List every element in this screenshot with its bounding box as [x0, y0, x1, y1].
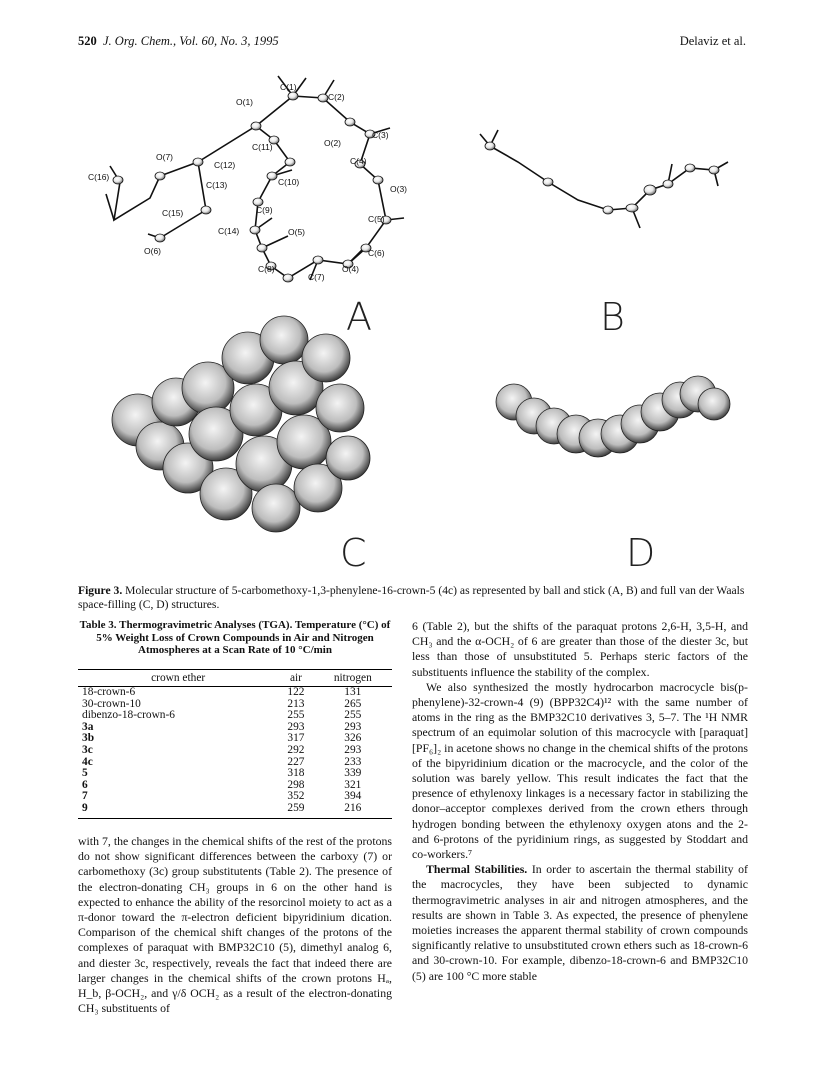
atom-label: O(7) — [156, 152, 173, 162]
table-cell-name: 4c — [82, 755, 93, 768]
table-row — [78, 745, 392, 757]
table-3 — [78, 669, 392, 819]
section-heading: Thermal Stabilities. — [426, 862, 528, 877]
table-cell-air: 227 — [287, 755, 305, 768]
table-cell-nitrogen: 131 — [344, 686, 362, 698]
atom-label: C(9) — [256, 205, 273, 215]
body-paragraph: We also synthesized the mostly hydrocarbon macrocycle bis(p-phenylene)-32-crown-4 (9) (BPP32C4)¹² with the same number of atoms in the ring as the BMP32C10 derivatives 3, 5–7. The ¹H NMR spectrum of an equimolar solution of this macrocycle with [paraquat] [PF₆]₂ in acetone shows no change in the chemical shifts of the protons of the bipyridinium dication or the macrocycle, and the color of the solution was barely yellow. This result indicates the fact that the presence of ethylenoxy linkages is a necessary factor in stabilizing the donor–acceptor complexes derived from the crown ethers through hydrogen bonding between the ethylenoxy oxygen atons and the 2- and 6-protons of the pyridinium rings, as suggested by Stoddart and co-workers.⁷ — [412, 679, 748, 862]
table-cell-name: 30-crown-10 — [82, 697, 141, 710]
atom-label: O(2) — [324, 138, 341, 148]
atom-label: O(1) — [236, 97, 253, 107]
atom-label: C(5) — [368, 214, 385, 224]
atom-label: C(14) — [218, 226, 240, 236]
body-paragraph: 6 (Table 2), but the shifts of the paraquat protons 2,6-H, 3,5-H, and CH₃ and the α-OCH₂ of 6 are greater than those of the diester 3c, but less than those of unsubstituted 5. Perhaps steric factors of the substituents influence the stability of the complex. — [412, 619, 748, 679]
atom-label: O(6) — [144, 246, 161, 256]
atom-label: C(12) — [214, 160, 236, 170]
figure-caption — [78, 584, 748, 612]
section-body: In order to ascertain the thermal stability of the macrocycles, they have been subjected to dynamic thermogravimetric analyses in air and nitrogen atmospheres, and the results are shown in Table 3. As expected, the presence of phenylene moieties increases the apparent thermal stability of crown compounds significantly relative to unsubstituted crown ethers such as 18-crown-6 and 30-crown-10. For example, dibenzo-18-crown-6 and BMP32C10 (5) are 100 °C more stable — [412, 862, 748, 983]
table-cell-air: 122 — [287, 686, 305, 698]
atom-label: O(4) — [342, 264, 359, 274]
table-cell-air: 293 — [287, 720, 305, 733]
left-column-text — [78, 834, 392, 1016]
table-cell-name: 5 — [82, 767, 88, 780]
atom-label: C(10) — [278, 177, 300, 187]
atom-label: C(8) — [258, 264, 275, 274]
table-cell-nitrogen: 293 — [344, 720, 362, 733]
panel-label-b: B — [600, 295, 625, 339]
running-header-left — [78, 34, 279, 49]
atom-label: C(11) — [252, 142, 273, 152]
table-cell-air: 255 — [287, 709, 305, 722]
panel-label-c: C — [340, 531, 367, 575]
table-header-row — [78, 670, 392, 687]
atom-label: C(3) — [372, 130, 389, 140]
atom-label: C(13) — [206, 180, 228, 190]
table-row — [78, 687, 392, 699]
table-cell-nitrogen: 255 — [344, 709, 362, 722]
table-cell-name: 3a — [82, 720, 94, 733]
table-cell-air: 292 — [287, 743, 305, 756]
table-cell-name: 3c — [82, 743, 93, 756]
table-cell-air: 352 — [287, 790, 305, 803]
figure-3 — [78, 58, 746, 578]
atom-label: C(2) — [328, 92, 345, 102]
table-column-header: nitrogen — [314, 670, 392, 687]
table-cell-name: 6 — [82, 778, 88, 791]
atom-label: C(6) — [368, 248, 385, 258]
table-cell-nitrogen: 339 — [344, 767, 362, 780]
table-cell-name: dibenzo-18-crown-6 — [82, 709, 175, 722]
table-cell-nitrogen: 394 — [344, 790, 362, 803]
table-cell-air: 318 — [287, 767, 305, 780]
table-cell-nitrogen: 216 — [314, 803, 392, 818]
table-row — [78, 803, 392, 818]
panel-d-space-filling — [496, 376, 730, 457]
table-cell-name: 3b — [82, 732, 95, 745]
table-cell-air: 298 — [287, 778, 305, 791]
panel-c-space-filling — [112, 316, 370, 532]
atom-label: C(15) — [162, 208, 184, 218]
table-cell-nitrogen: 293 — [344, 743, 362, 756]
panel-b-ball-and-stick — [480, 130, 728, 228]
table-cell-nitrogen: 233 — [344, 755, 362, 768]
table-cell-name: 9 — [78, 803, 278, 818]
panel-label-d: D — [626, 531, 656, 575]
table-cell-air: 317 — [287, 732, 305, 745]
atom-label: O(5) — [288, 227, 305, 237]
atom-label: C(1) — [280, 82, 297, 92]
table-cell-nitrogen: 265 — [344, 697, 362, 710]
right-column-text — [412, 619, 748, 984]
table-cell-air: 213 — [287, 697, 305, 710]
table-cell-nitrogen: 321 — [344, 778, 362, 791]
page-number: 520 — [78, 34, 97, 48]
figure-caption-label: Figure 3. — [78, 584, 123, 597]
body-paragraph: with 7, the changes in the chemical shifts of the rest of the protons do not show significant differences between the carboxy (7) or carbomethoxy (3c) group substitutents (Table 2). The presence of the electron-donating CH₃ groups in 6 on the other hand is expected to enhance the ability of the resorcinol moiety to act as a π-donor toward the π-electron deficient bipyridinium dication. Comparison of the chemical shift changes of the protons of the complexes of paraquat with BMP32C10 (5), dimethyl analog 6, and diester 3c, respectively, reveals the fact that indeed there are larger changes in the chemical shifts of the crown protons Hₐ, H_b, β-OCH₂, and γ/δ OCH₂ as a result of the electron-donating CH₃ substituents of — [78, 834, 392, 1016]
panel-b-atoms — [485, 142, 719, 214]
panel-label-a: A — [346, 295, 372, 339]
journal-citation: J. Org. Chem., Vol. 60, No. 3, 1995 — [103, 34, 279, 48]
table-cell-nitrogen: 326 — [344, 732, 362, 745]
table-row — [78, 768, 392, 780]
body-paragraph-thermal — [412, 862, 748, 984]
table-cell-name: 18-crown-6 — [82, 686, 136, 698]
atom-label: C(4) — [350, 156, 367, 166]
table-cell-air: 259 — [278, 803, 313, 818]
atom-label: C(16) — [88, 172, 110, 182]
table-cell-name: 7 — [82, 790, 88, 803]
atom-label: C(7) — [308, 272, 325, 282]
table-3-title: Table 3. Thermogravimetric Analyses (TGA). Temperature (°C) of 5% Weight Loss of Crown Compounds in Air and Nitrogen Atmospheres at a Scan Rate of 10 °C/min — [79, 619, 391, 657]
atom-label: O(3) — [390, 184, 407, 194]
running-header-authors: Delaviz et al. — [679, 34, 746, 48]
figure-caption-text: Molecular structure of 5-carbomethoxy-1,3-phenylene-16-crown-5 (4c) as represented by ball and stick (A, B) and full van der Waals space-filling (C, D) structures. — [78, 584, 745, 611]
table-column-header: air — [278, 670, 313, 687]
table-column-header: crown ether — [78, 670, 278, 687]
